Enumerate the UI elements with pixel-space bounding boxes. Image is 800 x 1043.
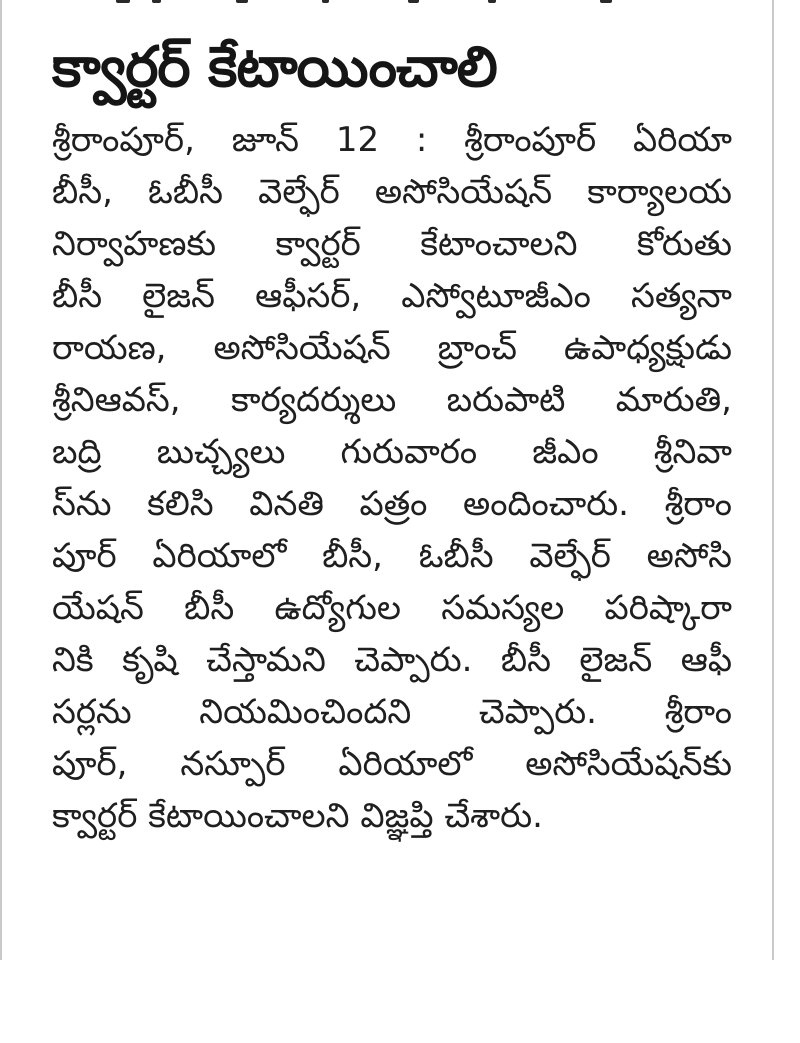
column-divider-left: [0, 0, 2, 960]
headline: క్వార్టర్ కేటాయించాలి: [52, 35, 497, 100]
body-line: రాయణ, అసోసియేషన్ బ్రాంచ్ ఉపాధ్యక్షుడు: [52, 328, 732, 368]
body-line: నికి కృషి చేస్తామని చెప్పారు. బీసీ లైజన్ ఆఫీ: [52, 640, 732, 680]
body-line: స్‌ను కలిసి వినతి పత్రం అందించారు. శ్రీరాం: [52, 484, 732, 524]
news-article: [52, 22, 732, 962]
body-line: సర్లను నియమించిందని చెప్పారు. శ్రీరాం: [52, 692, 732, 732]
body-line: శ్రీరాంపూర్, జూన్ 12 : శ్రీరాంపూర్ ఏరియా: [52, 120, 732, 160]
body-line: పూర్, నస్పూర్ ఏరియాలో అసోసియేషన్‌కు: [52, 744, 732, 784]
body-line: నిర్వాహణకు క్వార్టర్ కేటాంచాలని కోరుతు: [52, 224, 732, 264]
body-line: బద్రి బుచ్చ్యలు గురువారం జీఎం శ్రీనివా: [52, 432, 732, 472]
body-line-last: క్వార్టర్ కేటాయించాలని విజ్ఞప్తి చేశారు.: [52, 796, 543, 836]
body-line: పూర్ ఏరియాలో బీసీ, ఓబీసీ వెల్ఫేర్ అసోసి: [52, 536, 732, 576]
body-line: శ్రీనిఆవస్, కార్యదర్శులు బరుపాటి మారుతి,: [52, 380, 732, 420]
column-divider-right: [772, 0, 774, 960]
body-line: బీసీ లైజన్ ఆఫీసర్, ఎస్వోటూజీఎం సత్యనా: [52, 276, 732, 316]
previous-article-text-fragment: [0, 0, 800, 8]
article-body: [52, 114, 732, 842]
body-line: బీసీ, ఓబీసీ వెల్ఫేర్ అసోసియేషన్ కార్యాలయ: [52, 172, 732, 212]
body-line: యేషన్ బీసీ ఉద్యోగుల సమస్యల పరిష్కారా: [52, 588, 732, 628]
